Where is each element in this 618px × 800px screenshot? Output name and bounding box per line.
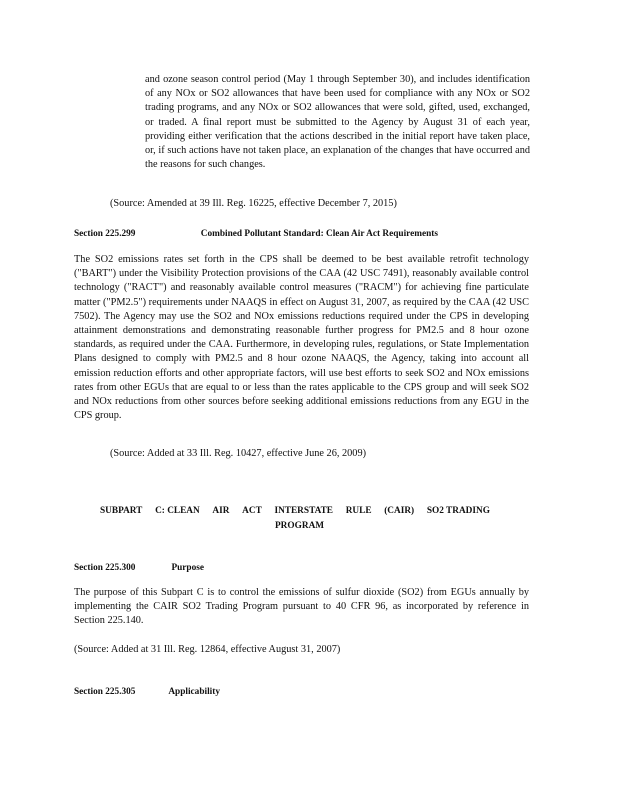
- section-title: Applicability: [168, 687, 220, 697]
- section-300-body: The purpose of this Subpart C is to control the emissions of sulfur dioxide (SO2) from EGUs annually by implementing the CAIR SO2 Trading Program pursuant to 40 CFR 96, as incorporated by reference in Section 225.140.: [74, 587, 529, 627]
- source-note-300: (Source: Added at 31 Ill. Reg. 12864, effective August 31, 2007): [74, 644, 341, 655]
- subpart-heading: [100, 506, 490, 516]
- section-heading-300: [74, 563, 204, 573]
- subpart-word: SO2 TRADING: [426, 506, 490, 516]
- section-title: Combined Pollutant Standard: Clean Air Act Requirements: [200, 229, 438, 239]
- subpart-heading-line2: PROGRAM: [275, 521, 325, 531]
- subpart-word: SUBPART: [100, 506, 143, 516]
- section-heading-299: [74, 229, 438, 239]
- section-number: Section 225.305: [74, 687, 136, 697]
- subpart-word: (CAIR): [384, 506, 415, 516]
- source-note-299: (Source: Added at 33 Ill. Reg. 10427, effective June 26, 2009): [110, 448, 367, 459]
- section-title: Purpose: [171, 563, 204, 573]
- section-number: Section 225.300: [74, 563, 136, 573]
- subpart-word: INTERSTATE: [274, 506, 334, 516]
- section-number: Section 225.299: [74, 229, 136, 239]
- continuation-paragraph: and ozone season control period (May 1 through September 30), and includes identification of any NOx or SO2 allowances that have been used for compliance with any NOx or SO2 trading programs, and any NOx or SO2 allowances that were sold, gifted, used, exchanged, or traded. A final report must be submitted to the Agency by August 31 of each year, providing either verification that the actions described in the initial report have taken place, or, if such actions have not taken place, an explanation of the changes that have occurred and the reasons for such changes.: [145, 74, 530, 171]
- subpart-word: RULE: [345, 506, 372, 516]
- source-note-1: (Source: Amended at 39 Ill. Reg. 16225, effective December 7, 2015): [110, 198, 397, 209]
- section-299-body: The SO2 emissions rates set forth in the CPS shall be deemed to be best available retrofit technology ("BART") under the Visibility Protection provisions of the CAA (42 USC 7491), reasonably available control technology ("RACT") and reasonably available control measures ("RACM") for achieving fine particulate matter ("PM2.5") requirements under NAAQS in effect on August 31, 2007, as required by the CAA (42 USC 7502). The Agency may use the SO2 and NOx emissions reductions required under the CPS in developing attainment demonstrations and demonstrating reasonable further progress for PM2.5 and 8 hour ozone standards, as required under the CAA. Furthermore, in developing rules, regulations, or State Implementation Plans designed to comply with PM2.5 and 8 hour ozone NAAQS, the Agency, taking into account all emission reduction efforts and other appropriate factors, will use best efforts to seek SO2 and NOx emissions rates from other EGUs that are equal to or less than the rates applicable to the CPS group and will seek SO2 and NOx reductions from other sources before seeking additional emissions reductions from any EGU in the CPS group.: [74, 254, 529, 422]
- subpart-word: C: CLEAN: [155, 506, 200, 516]
- subpart-word: AIR: [212, 506, 230, 516]
- section-heading-305: [74, 687, 220, 697]
- subpart-word: ACT: [242, 506, 262, 516]
